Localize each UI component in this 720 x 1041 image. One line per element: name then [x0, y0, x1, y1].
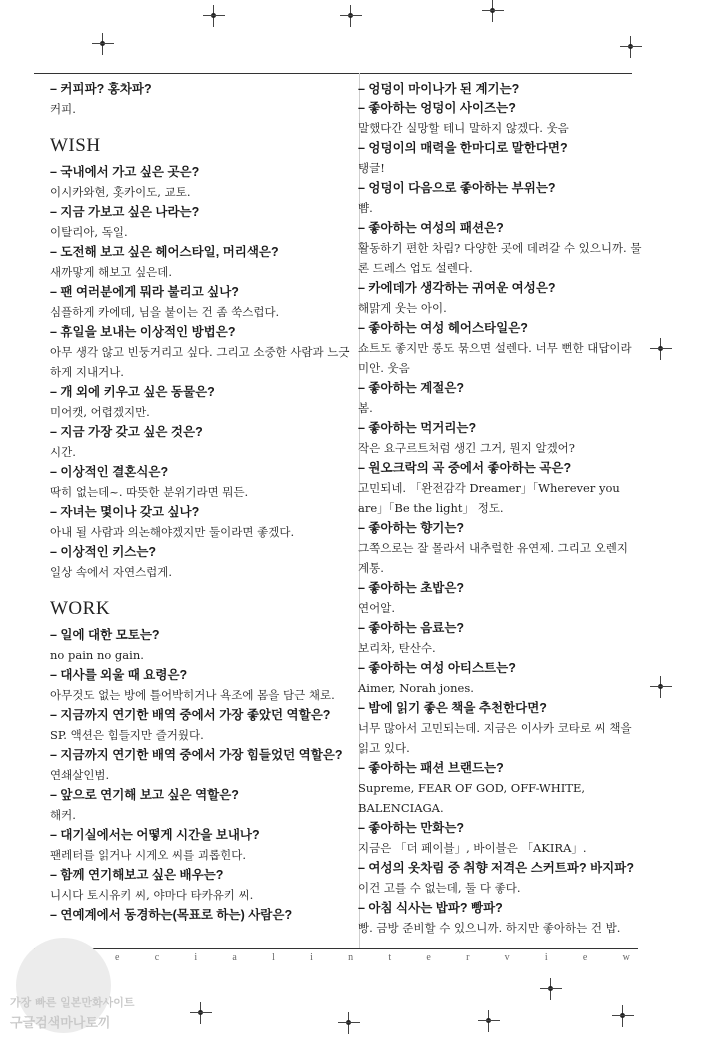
- answer: 빵. 금방 준비할 수 있으니까. 하지만 좋아하는 건 밥.: [358, 921, 621, 935]
- footer-letter: l: [272, 952, 275, 963]
- question: – 좋아하는 엉덩이 사이즈는?: [358, 101, 516, 115]
- left-column: [50, 80, 350, 925]
- question: – 팬 여러분에게 뭐라 불리고 싶나?: [50, 285, 239, 299]
- question: – 자녀는 몇이나 갖고 싶나?: [50, 505, 200, 519]
- registration-mark: [650, 338, 672, 360]
- footer-letter: c: [154, 952, 160, 963]
- question: – 좋아하는 만화는?: [358, 821, 465, 835]
- qa-item: [50, 826, 350, 865]
- question: – 대사를 외울 때 요령은?: [50, 668, 188, 682]
- qa-item: [50, 543, 350, 582]
- question: – 지금까지 연기한 배역 중에서 가장 힘들었던 역할은?: [50, 748, 343, 762]
- qa-item: [358, 659, 642, 698]
- qa-item: [358, 99, 642, 138]
- qa-item: [358, 579, 642, 618]
- answer: 니시다 토시유키 씨, 야마다 타카유키 씨.: [50, 888, 254, 902]
- question: – 좋아하는 향기는?: [358, 521, 465, 535]
- registration-mark: [203, 5, 225, 27]
- answer: Supreme, FEAR OF GOD, OFF-WHITE, BALENCIAGA.: [358, 781, 586, 815]
- question: – 휴일을 보내는 이상적인 방법은?: [50, 325, 236, 339]
- footer-letter: e: [426, 952, 431, 963]
- registration-mark: [338, 1012, 360, 1034]
- qa-item: [358, 819, 642, 858]
- answer: 연어알.: [358, 601, 395, 615]
- question: – 좋아하는 먹거리는?: [358, 421, 477, 435]
- work-list: [50, 626, 350, 925]
- qa-item: [358, 139, 642, 178]
- qa-item: [358, 279, 642, 318]
- qa-item: [358, 219, 642, 278]
- watermark-text: 가장 빠른 일본만화사이트: [10, 996, 135, 1009]
- question: – 카에데가 생각하는 귀여운 여성은?: [358, 281, 556, 295]
- registration-mark: [540, 978, 562, 1000]
- question: – 커피파? 홍차파?: [50, 82, 152, 96]
- qa-item: [50, 203, 350, 242]
- answer: Aimer, Norah jones.: [358, 681, 474, 695]
- answer: 아무것도 없는 방에 틀어박히거나 욕조에 몸을 담근 채로.: [50, 688, 335, 702]
- answer: 지금은 「더 페이블」, 바이블은 「AKIRA」.: [358, 841, 587, 855]
- qa-item: [358, 179, 642, 218]
- watermark-text: 구글검색마나토끼: [10, 1016, 111, 1031]
- answer: 연쇄살인범.: [50, 768, 110, 782]
- question: – 개 외에 키우고 싶은 동물은?: [50, 385, 215, 399]
- answer: 딱히 없는데~. 따뜻한 분위기라면 뭐든.: [50, 485, 249, 499]
- qa-item: [50, 163, 350, 202]
- answer: 심플하게 카에데, 님을 붙이는 건 좀 쑥스럽다.: [50, 305, 280, 319]
- answer: 너무 많아서 고민되는데. 지금은 이사카 코타로 씨 책을 읽고 있다.: [358, 721, 632, 755]
- registration-mark: [482, 0, 504, 22]
- registration-mark: [190, 1002, 212, 1024]
- footer-letter: n: [348, 952, 354, 963]
- site-watermark: [4, 938, 134, 1038]
- qa-item: [50, 666, 350, 705]
- qa-item: [358, 759, 642, 818]
- qa-item: [50, 323, 350, 382]
- answer: 쇼트도 좋지만 롱도 묶으면 설렌다. 너무 뻔한 대답이라 미안. 웃음: [358, 341, 632, 375]
- registration-mark: [650, 676, 672, 698]
- footer-letter: i: [544, 952, 548, 963]
- qa-item: [50, 423, 350, 462]
- section-title-wish: WISH: [50, 135, 101, 156]
- answer: 이건 고를 수 없는데, 둘 다 좋다.: [358, 881, 521, 895]
- qa-item: [358, 899, 642, 938]
- question: – 이상적인 결혼식은?: [50, 465, 169, 479]
- qa-item: [358, 519, 642, 578]
- answer: 해커.: [50, 808, 76, 822]
- qa-item: [358, 459, 642, 518]
- question: – 아침 식사는 밥파? 빵파?: [358, 901, 503, 915]
- right-column: [358, 80, 642, 939]
- question: – 일에 대한 모토는?: [50, 628, 160, 642]
- question: – 좋아하는 초밥은?: [358, 581, 465, 595]
- question: – 좋아하는 여성 아티스트는?: [358, 661, 516, 675]
- qa-item: [358, 80, 642, 99]
- qa-item: [50, 383, 350, 422]
- question: – 좋아하는 계절은?: [358, 381, 465, 395]
- question: – 원오크락의 곡 중에서 좋아하는 곡은?: [358, 461, 572, 475]
- question: – 엉덩이 다음으로 좋아하는 부위는?: [358, 181, 556, 195]
- question: – 지금까지 연기한 배역 중에서 가장 좋았던 역할은?: [50, 708, 331, 722]
- registration-mark: [478, 1010, 500, 1032]
- qa-item: [50, 706, 350, 745]
- qa-item: [50, 906, 350, 925]
- registration-mark: [92, 33, 114, 55]
- footer-letter: t: [388, 952, 392, 963]
- question: – 밤에 읽기 좋은 책을 추천한다면?: [358, 701, 547, 715]
- top-rule: [34, 73, 632, 74]
- wish-list: [50, 163, 350, 582]
- footer-letter: r: [466, 952, 470, 963]
- footer-letter: w: [622, 952, 630, 963]
- question: – 국내에서 가고 싶은 곳은?: [50, 165, 200, 179]
- answer: 미어캣, 어렵겠지만.: [50, 405, 150, 419]
- answer: 팬레터를 읽거나 시게오 씨를 괴롭힌다.: [50, 848, 247, 862]
- qa-item: [50, 786, 350, 825]
- answer: no pain no gain.: [50, 648, 144, 662]
- footer-letter: i: [310, 952, 313, 963]
- answer: 말했다간 실망할 테니 말하지 않겠다. 웃음: [358, 121, 569, 135]
- question: – 이상적인 키스는?: [50, 545, 157, 559]
- question: – 지금 가장 갖고 싶은 것은?: [50, 425, 203, 439]
- answer: 커피.: [50, 102, 76, 116]
- qa-item: [50, 283, 350, 322]
- question: – 좋아하는 여성 헤어스타일은?: [358, 321, 528, 335]
- footer-letter: i: [194, 952, 198, 963]
- registration-mark: [612, 1005, 634, 1027]
- answer: 보리차, 탄산수.: [358, 641, 436, 655]
- question: – 함께 연기해보고 싶은 배우는?: [50, 868, 224, 882]
- question: – 엉덩이 마이나가 된 계기는?: [358, 82, 520, 96]
- intro-qa: [50, 80, 350, 119]
- footer-letter: a: [232, 952, 237, 963]
- question: – 도전해 보고 싶은 헤어스타일, 머리색은?: [50, 245, 279, 259]
- answer: 활동하기 편한 차림? 다양한 곳에 데려갈 수 있으니까. 물론 드레스 업도 설렌다.: [358, 241, 642, 275]
- qa-item: [50, 626, 350, 665]
- answer: 봄.: [358, 401, 373, 415]
- question: – 여성의 옷차림 중 취향 저격은 스커트파? 바지파?: [358, 861, 634, 875]
- answer: 아내 될 사람과 의논해야겠지만 둘이라면 좋겠다.: [50, 525, 295, 539]
- qa-item: [50, 243, 350, 282]
- qa-item: [358, 419, 642, 458]
- question: – 좋아하는 패션 브랜드는?: [358, 761, 504, 775]
- answer: 시간.: [50, 445, 76, 459]
- section-title-work: WORK: [50, 598, 111, 619]
- qa-item: [358, 699, 642, 758]
- answer: 작은 요구르트처럼 생긴 그거, 뭔지 알겠어?: [358, 441, 575, 455]
- question: – 연예계에서 동경하는(목표로 하는) 사람은?: [50, 908, 293, 922]
- answer: 뺨.: [358, 201, 373, 215]
- footer-letter: e: [582, 952, 588, 963]
- registration-mark: [340, 5, 362, 27]
- answer: 아무 생각 않고 빈둥거리고 싶다. 그리고 소중한 사람과 느긋하게 지내거나.: [50, 345, 350, 379]
- qa-item: [50, 503, 350, 542]
- question: – 좋아하는 여성의 패션은?: [358, 221, 504, 235]
- question: – 엉덩이의 매력을 한마디로 말한다면?: [358, 141, 568, 155]
- qa-item: [358, 859, 642, 898]
- qa-item: [50, 866, 350, 905]
- question: – 대기실에서는 어떻게 시간을 보내나?: [50, 828, 260, 842]
- answer: 이시카와현, 홋카이도, 교토.: [50, 185, 191, 199]
- qa-item: [358, 319, 642, 378]
- question: – 앞으로 연기해 보고 싶은 역할은?: [50, 788, 239, 802]
- answer: 해맑게 웃는 아이.: [358, 301, 447, 315]
- qa-item: [358, 379, 642, 418]
- question: – 좋아하는 음료는?: [358, 621, 465, 635]
- registration-mark: [620, 36, 642, 58]
- answer: 이탈리아, 독일.: [50, 225, 128, 239]
- answer: 고민되네. 「완전감각 Dreamer」「Wherever you are」「Be the light」 정도.: [358, 481, 620, 515]
- answer: 탱글!: [358, 161, 385, 175]
- answer: SP. 액션은 힘들지만 즐거웠다.: [50, 728, 204, 742]
- footer-letter: e: [115, 952, 120, 963]
- answer: 일상 속에서 자연스럽게.: [50, 565, 173, 579]
- qa-item: [358, 619, 642, 658]
- answer: 새까맣게 해보고 싶은데.: [50, 265, 173, 279]
- qa-item: [50, 463, 350, 502]
- answer: 그쪽으로는 잘 몰라서 내추럴한 유연제. 그리고 오렌지 계통.: [358, 541, 628, 575]
- question: – 지금 가보고 싶은 나라는?: [50, 205, 200, 219]
- qa-item: [50, 746, 350, 785]
- footer-letter: v: [504, 952, 510, 963]
